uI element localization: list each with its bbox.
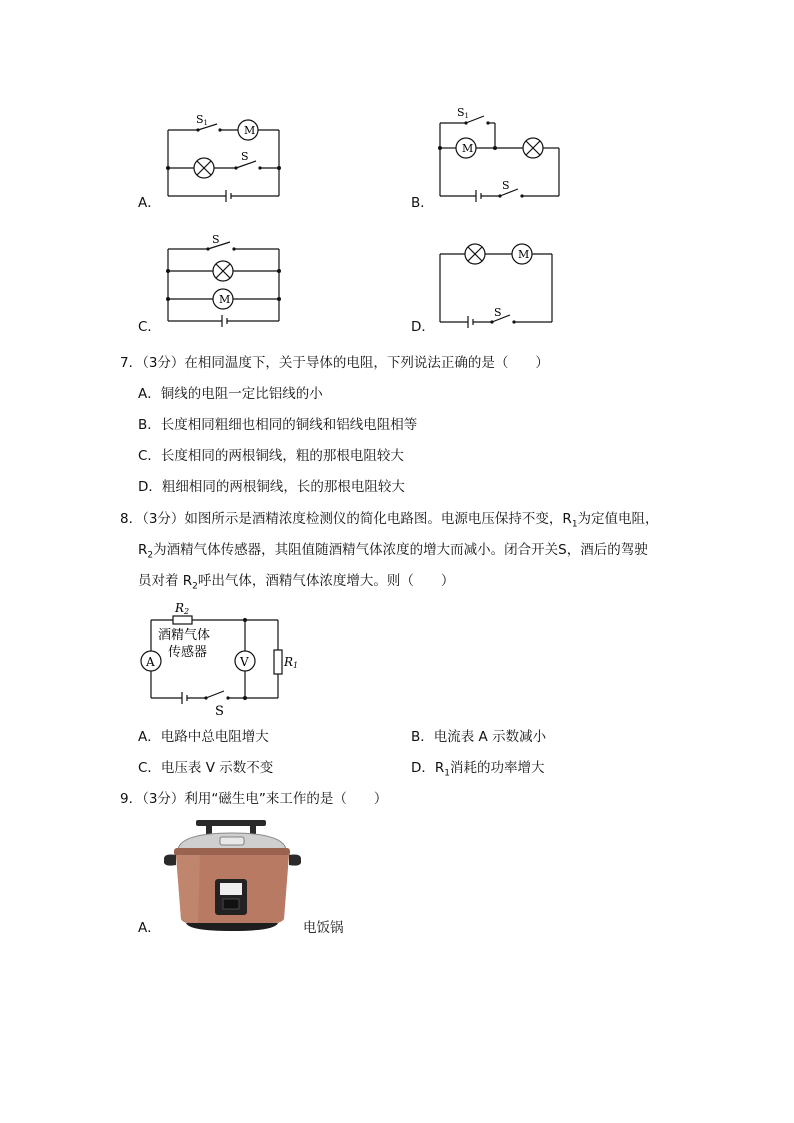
motor-symbol-d: M	[518, 248, 530, 261]
q7-stem: 7．（3分）在相同温度下，关于导体的电阻，下列说法正确的是（ ）	[120, 355, 549, 371]
q7-option-c: C．长度相同的两根铜线，粗的那根电阻较大	[138, 448, 404, 464]
circuit-option-b	[432, 100, 567, 210]
s-label-b: S	[502, 179, 510, 192]
option-d-label: D．	[411, 319, 435, 335]
r1-label: R1	[284, 655, 299, 670]
option-b-label: B．	[411, 195, 434, 211]
q9-option-a-label: A．	[138, 920, 161, 936]
s-label-d: S	[494, 306, 502, 319]
q8-stem-line2: $R_2$为酒精气体传感器，其阻值随酒精气体浓度的增大而减小。闭合开关S，酒后的驾驶	[138, 542, 648, 561]
q8-stem-line3: 员对着 $R_2$呼出气体，酒精气体浓度增大。则（ ）	[138, 573, 455, 592]
q8-option-c: C．电压表 V 示数不变	[138, 760, 274, 776]
q8-option-b: B．电流表 A 示数减小	[411, 729, 547, 745]
s1-label-b: S1	[457, 106, 470, 120]
q9-stem: 9．（3分）利用“磁生电”来工作的是（ ）	[120, 791, 388, 807]
sensor-label-line1: 酒精气体	[158, 628, 211, 643]
circuit-option-a	[160, 110, 290, 210]
q8-stem-line1: 8．（3分）如图所示是酒精浓度检测仪的简化电路图。电源电压保持不变，$R_1$为定值电阻，	[120, 511, 659, 530]
circuit-option-c	[160, 232, 290, 332]
q8-circuit-diagram	[136, 598, 299, 720]
motor-symbol-b: M	[462, 142, 474, 155]
q8-option-d: D．$R_1$消耗的功率增大	[411, 760, 545, 779]
s-label-c: S	[212, 233, 220, 246]
r2-label: R2	[175, 601, 190, 616]
switch-label: S	[215, 704, 224, 719]
s1-label-a: S1	[196, 113, 209, 127]
voltmeter-label: V	[240, 655, 249, 669]
option-a-label: A．	[138, 195, 161, 211]
sensor-label-line2: 传感器	[168, 645, 208, 660]
q7-option-a: A．铜线的电阻一定比铝线的小	[138, 386, 323, 402]
q8-option-a: A．电路中总电阻增大	[138, 729, 269, 745]
q9-option-a-caption: 电饭锅	[303, 920, 344, 936]
motor-symbol-a: M	[244, 124, 256, 137]
q7-option-d: D．粗细相同的两根铜线，长的那根电阻较大	[138, 479, 405, 495]
q7-option-b: B．长度相同粗细也相同的铜线和铝线电阻相等	[138, 417, 418, 433]
option-c-label: C．	[138, 319, 161, 335]
motor-symbol-c: M	[219, 293, 231, 306]
circuit-option-d	[432, 240, 562, 335]
rice-cooker-image	[160, 815, 305, 933]
ammeter-label: A	[146, 655, 155, 669]
s-label-a: S	[241, 150, 249, 163]
